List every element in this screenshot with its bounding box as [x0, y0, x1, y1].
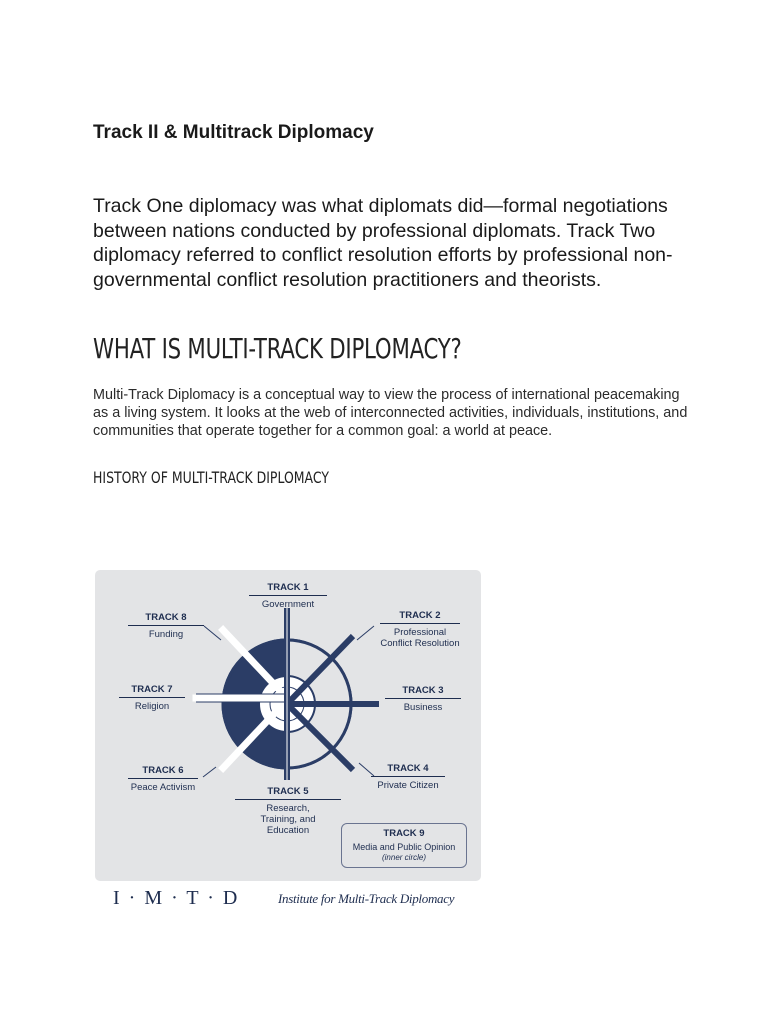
track-9-box: TRACK 9 Media and Public Opinion (inner circle) [341, 823, 467, 868]
track-3-label: TRACK 3 Business [385, 685, 461, 713]
track-5-label: TRACK 5 Research, Training, and Education [235, 786, 341, 836]
track-8-label: TRACK 8 Funding [128, 612, 204, 640]
track-1-label: TRACK 1 Government [248, 582, 328, 610]
imtd-logo: I · M · T · D [113, 887, 240, 909]
track-6-label: TRACK 6 Peace Activism [128, 765, 198, 793]
section-heading: WHAT IS MULTI-TRACK DIPLOMACY? [93, 332, 462, 365]
history-subheading: HISTORY OF MULTI-TRACK DIPLOMACY [93, 468, 329, 487]
track-2-label: TRACK 2 Professional Conflict Resolution [380, 610, 460, 649]
section-paragraph: Multi-Track Diplomacy is a conceptual way to view the process of international peacemaking as a living system. It looks at the web of interconnected activities, individuals, institutions, and communities that operate together for a common goal: a world at peace. [93, 387, 688, 439]
track-7-label: TRACK 7 Religion [119, 684, 185, 712]
institute-name: Institute for Multi-Track Diplomacy [278, 891, 455, 906]
multi-track-diagram [95, 570, 481, 881]
track-4-label: TRACK 4 Private Citizen [371, 763, 445, 791]
intro-paragraph: Track One diplomacy was what diplomats did—formal negotiations between nations conducted by professional diplomats. Track Two diplomacy referred to conflict resolution efforts by professional non-governmental conflict resolution practitioners and theorists. [93, 195, 673, 291]
document-title: Track II & Multitrack Diplomacy [93, 122, 374, 143]
